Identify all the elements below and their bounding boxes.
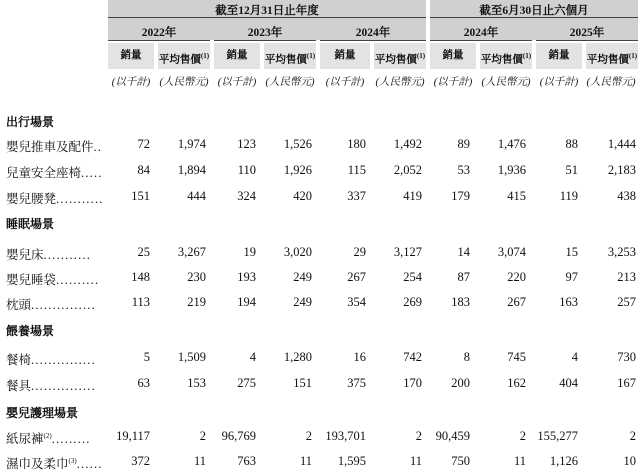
- col-price-2024h1: 平均售價$^{(1)}$: [480, 52, 532, 66]
- cell: 153: [187, 376, 206, 390]
- cell: 415: [507, 189, 526, 203]
- cell: 11: [409, 454, 422, 468]
- cell: 8: [463, 350, 470, 364]
- year-rule-2: [214, 40, 316, 41]
- cell: 110: [237, 163, 256, 177]
- cell: 249: [293, 270, 312, 284]
- cell: 220: [507, 270, 526, 284]
- cell: 254: [403, 270, 422, 284]
- cell: 11: [513, 454, 526, 468]
- cell: 2,183: [607, 163, 636, 177]
- cell: 72: [137, 137, 150, 151]
- cell: 1,526: [283, 137, 312, 151]
- cell: 84: [137, 163, 150, 177]
- cell: 1,936: [497, 163, 526, 177]
- cell: 1,492: [393, 137, 422, 151]
- unit-price: (人民幣元): [375, 77, 425, 88]
- cell: 53: [457, 163, 470, 177]
- cell: 170: [403, 376, 422, 390]
- cell: 375: [347, 376, 366, 390]
- cell: 354: [347, 295, 366, 309]
- col-price-2025h1: 平均售價$^{(1)}$: [586, 52, 638, 66]
- cell: 193: [237, 270, 256, 284]
- cell: 11: [299, 454, 312, 468]
- cell: 420: [293, 189, 312, 203]
- year-rule-5: [536, 40, 638, 41]
- cell: 148: [131, 270, 150, 284]
- unit-price: (人民幣元): [481, 77, 531, 88]
- cell: 745: [507, 350, 526, 364]
- row-label-crib: 嬰兒床...........: [6, 248, 92, 262]
- section-title-feeding: 餵養場景: [6, 324, 55, 338]
- col-volume-2023: 銷量: [226, 50, 248, 61]
- row-label-car-seat: 兒童安全座椅.....: [6, 166, 103, 180]
- h1-title-rule: [430, 17, 638, 18]
- cell: 324: [237, 189, 256, 203]
- unit-price: (人民幣元): [586, 77, 636, 88]
- cell: 5: [143, 350, 150, 364]
- cell: 213: [617, 270, 636, 284]
- cell: 19: [243, 245, 256, 259]
- unit-volume: (以千計): [325, 77, 365, 88]
- cell: 88: [565, 137, 578, 151]
- cell: 230: [187, 270, 206, 284]
- row-label-tableware: 餐具...............: [6, 379, 96, 393]
- cell: 742: [403, 350, 422, 364]
- cell: 51: [565, 163, 578, 177]
- cell: 1,126: [549, 454, 578, 468]
- cell: 2: [305, 429, 312, 443]
- cell: 14: [457, 245, 470, 259]
- col-volume-2024h1: 銷量: [442, 50, 464, 61]
- col-volume-2025h1: 銷量: [548, 50, 570, 61]
- year-2024-fy: 2024年: [355, 27, 391, 39]
- cell: 89: [457, 137, 470, 151]
- cell: 1,444: [607, 137, 636, 151]
- cell: 2: [199, 429, 206, 443]
- cell: 179: [451, 189, 470, 203]
- cell: 151: [293, 376, 312, 390]
- cell: 162: [507, 376, 526, 390]
- cell: 438: [617, 189, 636, 203]
- row-label-pillow: 枕頭...............: [6, 298, 96, 312]
- cell: 180: [347, 137, 366, 151]
- cell: 4: [571, 350, 578, 364]
- unit-price: (人民幣元): [265, 77, 315, 88]
- cell: 219: [187, 295, 206, 309]
- cell: 372: [131, 454, 150, 468]
- cell: 3,074: [497, 245, 526, 259]
- fy-group-title: 截至12月31日止年度: [215, 5, 319, 17]
- h1-group-title: 截至6月30日止六個月: [479, 5, 589, 17]
- cell: 267: [507, 295, 526, 309]
- cell: 257: [617, 295, 636, 309]
- cell: 1,595: [337, 454, 366, 468]
- fy-title-rule: [108, 17, 426, 18]
- year-rule-3: [320, 40, 426, 41]
- row-label-diapers: 紙尿褲$^{(2)}$.........: [6, 431, 91, 446]
- cell: 25: [137, 245, 150, 259]
- cell: 19,117: [116, 429, 150, 443]
- col-price-2023: 平均售價$^{(1)}$: [264, 52, 316, 66]
- cell: 90,459: [435, 429, 470, 443]
- cell: 1,280: [283, 350, 312, 364]
- unit-volume: (以千計): [111, 77, 151, 88]
- cell: 763: [237, 454, 256, 468]
- cell: 2: [519, 429, 526, 443]
- year-2022: 2022年: [141, 27, 177, 39]
- cell: 151: [131, 189, 150, 203]
- cell: 193,701: [325, 429, 366, 443]
- unit-volume: (以千計): [539, 77, 579, 88]
- row-label-hip-seat: 嬰兒腰凳...........: [6, 192, 104, 206]
- cell: 16: [353, 350, 366, 364]
- cell: 404: [559, 376, 578, 390]
- cell: 123: [237, 137, 256, 151]
- col-volume-2024: 銷量: [334, 50, 356, 61]
- cell: 115: [347, 163, 366, 177]
- cell: 113: [131, 295, 150, 309]
- cell: 11: [193, 454, 206, 468]
- cell: 1,476: [497, 137, 526, 151]
- cell: 2: [415, 429, 422, 443]
- cell: 3,253: [607, 245, 636, 259]
- row-label-stroller: 嬰兒推車及配件..: [6, 140, 103, 154]
- row-label-high-chair: 餐椅...............: [6, 353, 96, 367]
- row-label-sleeping-bag: 嬰兒睡袋..........: [6, 273, 100, 287]
- cell: 2: [629, 429, 636, 443]
- cell: 730: [617, 350, 636, 364]
- cell: 194: [237, 295, 256, 309]
- cell: 167: [617, 376, 636, 390]
- cell: 3,267: [177, 245, 206, 259]
- col-volume-2022: 銷量: [120, 50, 142, 61]
- cell: 4: [249, 350, 256, 364]
- row-label-wipes: 濕巾及柔巾$^{(3)}$......: [6, 456, 103, 471]
- year-2024-h1: 2024年: [463, 27, 499, 39]
- section-title-travel: 出行場景: [6, 115, 55, 129]
- cell: 3,127: [393, 245, 422, 259]
- cell: 1,894: [177, 163, 206, 177]
- cell: 750: [451, 454, 470, 468]
- section-title-sleep: 睡眠場景: [6, 217, 55, 231]
- cell: 249: [293, 295, 312, 309]
- cell: 269: [403, 295, 422, 309]
- cell: 1,974: [177, 137, 206, 151]
- col-price-2024: 平均售價$^{(1)}$: [374, 52, 426, 66]
- year-rule-1: [108, 40, 210, 41]
- cell: 2,052: [393, 163, 422, 177]
- cell: 337: [347, 189, 366, 203]
- year-2023: 2023年: [247, 27, 283, 39]
- unit-volume: (以千計): [217, 77, 257, 88]
- year-2025-h1: 2025年: [569, 27, 605, 39]
- unit-price: (人民幣元): [159, 77, 209, 88]
- cell: 183: [451, 295, 470, 309]
- cell: 63: [137, 376, 150, 390]
- cell: 29: [353, 245, 366, 259]
- cell: 119: [559, 189, 578, 203]
- cell: 87: [457, 270, 470, 284]
- year-rule-4: [430, 40, 532, 41]
- section-title-baby-care: 嬰兒護理場景: [6, 406, 79, 420]
- cell: 275: [237, 376, 256, 390]
- cell: 96,769: [221, 429, 256, 443]
- unit-volume: (以千計): [433, 77, 473, 88]
- cell: 15: [565, 245, 578, 259]
- cell: 200: [451, 376, 470, 390]
- cell: 1,509: [177, 350, 206, 364]
- cell: 155,277: [537, 429, 578, 443]
- cell: 10: [623, 454, 636, 468]
- cell: 163: [559, 295, 578, 309]
- cell: 3,020: [283, 245, 312, 259]
- cell: 1,926: [283, 163, 312, 177]
- cell: 419: [403, 189, 422, 203]
- cell: 267: [347, 270, 366, 284]
- cell: 444: [187, 189, 206, 203]
- cell: 97: [565, 270, 578, 284]
- col-price-2022: 平均售價$^{(1)}$: [158, 52, 210, 66]
